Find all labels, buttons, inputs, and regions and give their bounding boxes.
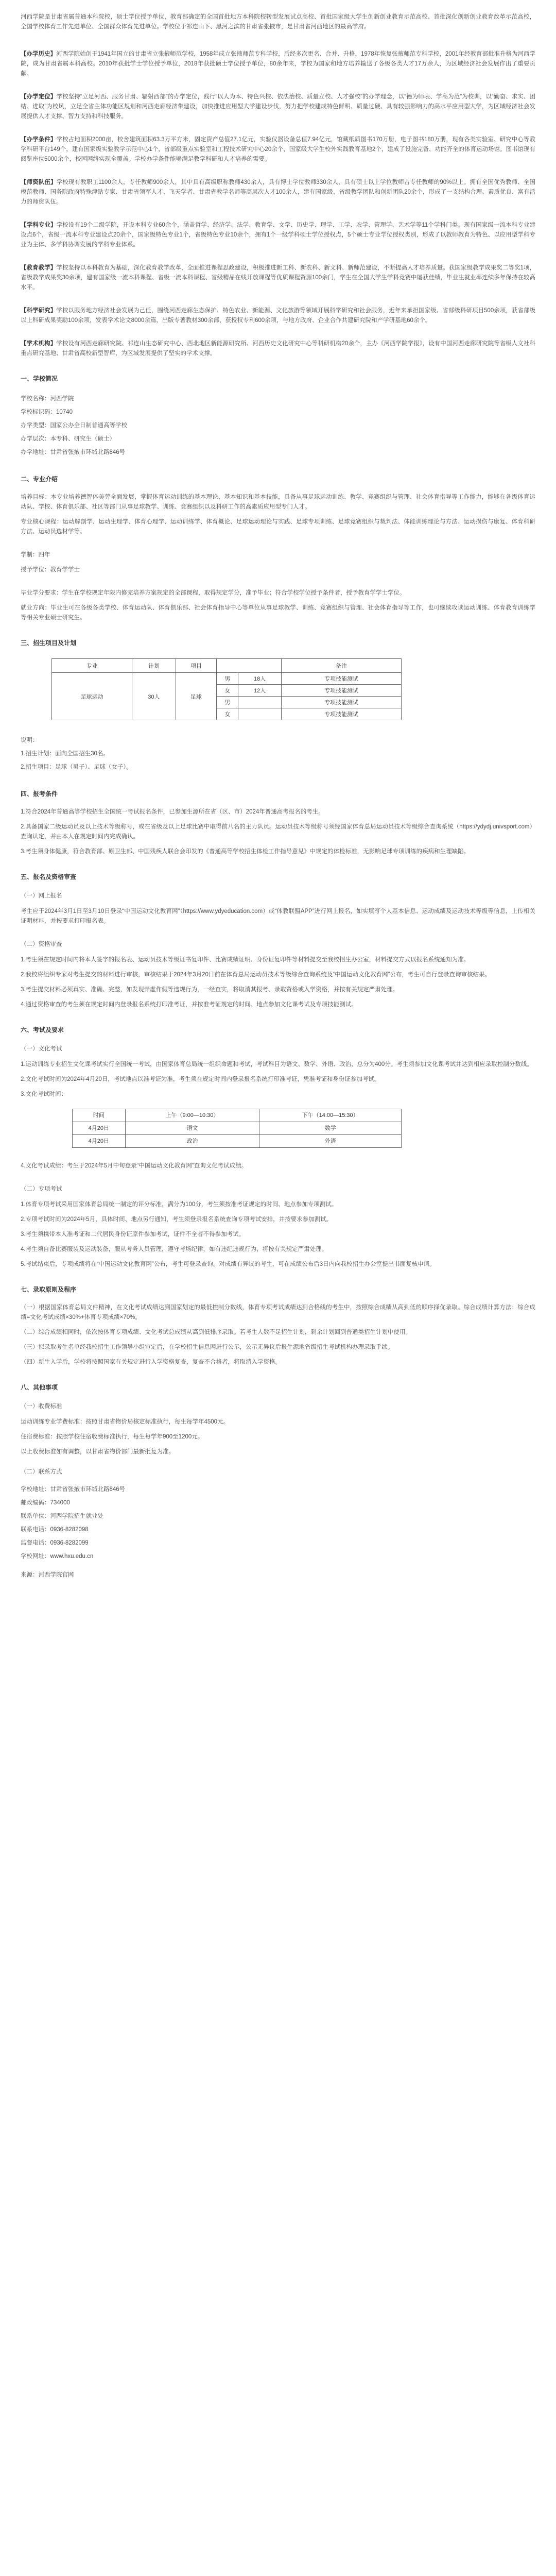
- eligibility-3: 3.考生须身体健康，符合教育部、原卫生部、中国残疾人联合会印发的《普通高等学校招生体检工作指导意见》中规定的体检标准，无影响足球专项训练的疾病和生理缺陷。: [21, 849, 470, 855]
- profile-history: [21, 49, 535, 79]
- eligibility-2: 2.具备国家二级运动员及以上技术等级称号，或在省级及以上足球比赛中取得前八名的主力队员。运动员技术等级称号须经国家体育总局运动员技术等级综合查询系统（https://ydydj.univsport.com）查询认定，并由本人在规定时间内完成确认。: [21, 824, 535, 840]
- section-title-school: 一、学校简况: [21, 375, 58, 382]
- source-line: 来源：河西学院官网: [21, 1572, 74, 1578]
- cell-plan: 30人: [132, 673, 176, 720]
- cell-afternoon: 数学: [259, 1122, 402, 1135]
- tag-label: 【办学条件】: [21, 137, 57, 143]
- review-3: 3.考生提交材料必须真实、准确、完整，如发现弄虚作假等违规行为，一经查实，将取消其报考、录取资格或入学资格，并按有关规定严肃处理。: [21, 987, 399, 993]
- school-type: 办学类型：国家公办全日制普通高等学校: [21, 422, 127, 429]
- table-row: [73, 1122, 402, 1135]
- contact-info: [21, 1483, 535, 1563]
- section-title-eligibility: 四、报考条件: [21, 790, 58, 798]
- review-1: 1.考生须在规定时间内将本人签字的报名表、运动员技术等级证书复印件、比赛成绩证明、身份证复印件等材料提交至我校招生办公室，材料提交方式以报名系统通知为准。: [21, 957, 470, 963]
- cell-count: [238, 708, 282, 720]
- school-name: 学校名称：河西学院: [21, 396, 74, 402]
- profile-section: [21, 49, 535, 359]
- body-text: 河西学院始创于1941年国立的甘肃省立张掖师范学校，1958年成立张掖师范专科学校，后经多次更名、合并、升格，1978年恢复张掖师范专科学校，2001年经教育部批准升格为河西学院，成为甘肃省属本科高校。2010年获批学士学位授予单位，2018年获批硕士学位授予单位，80余年来，学校为国家和地方培养输送了各级各类人才17万余人，为区域经济社会发展作出了重要贡献。: [21, 51, 536, 77]
- major-credit: 毕业学分要求：学生在学校规定年限内修完培养方案规定的全部课程，取得规定学分，准予毕业；符合学校学位授予条件者，授予教育学学士学位。: [21, 590, 406, 596]
- cell-note: 专项技能测试: [282, 708, 402, 720]
- skill-exam-5: 5.考试结束后，专项成绩将在“中国运动文化教育网”公布，考生可登录查询。对成绩有异议的考生，可在成绩公布后3日内向我校招生办公室提出书面复核申请。: [21, 1261, 436, 1267]
- profile-education: [21, 263, 535, 293]
- table-row: [73, 1135, 402, 1148]
- table-row: [52, 673, 402, 685]
- major-duration: 学制：四年: [21, 552, 50, 558]
- skill-exam-3: 3.考生须携带本人准考证和二代居民身份证原件参加考试，证件不全者不得参加考试。: [21, 1231, 245, 1238]
- fee-note: 以上收费标准如有调整，以甘肃省物价部门最新批复为准。: [21, 1449, 175, 1455]
- cell-date: 4月20日: [73, 1135, 126, 1148]
- table-header-row: [73, 1109, 402, 1122]
- tag-label: 【师资队伍】: [21, 179, 57, 185]
- culture-exam-3: 3.文化考试时间：: [21, 1091, 67, 1097]
- cell-morning: 政治: [125, 1135, 259, 1148]
- review-4: 4.通过资格审查的考生须在规定时间内登录报名系统打印准考证，并按准考证规定的时间、地点参加文化课考试及专项技能测试。: [21, 1002, 357, 1008]
- body-text: 学校占地面积2000亩，校舍建筑面积63.3万平方米，固定资产总值27.1亿元，实验仪器设备总值7.94亿元，馆藏纸质图书170万册，电子图书180万册，现有各类实验室、研究中心等教学科研平台149个，建有国家级实验教学示范中心1个，省部级重点实验室和工程技术研究中心20余个，国家级大学生校外实践教育基地2个，建成了设施完备、功能齐全的体育运动场馆。图书馆现有阅览座位5000余个，校园网络实现全覆盖。学校办学条件能够满足教学科研和人才培养的需要。: [21, 137, 535, 162]
- subsection-review: （二）资格审查: [21, 941, 62, 947]
- eligibility-1: 1.符合2024年普通高等学校招生全国统一考试报名条件，已参加生源所在省（区、市）2024年普通高考报名的考生。: [21, 809, 324, 815]
- plan-notes: [21, 734, 535, 774]
- tag-label: 【办学定位】: [21, 94, 57, 100]
- profile-disciplines: [21, 221, 535, 250]
- intro-paragraph: 河西学院是甘肃省属普通本科院校，硕士学位授予单位，教育部确定的全国首批地方本科院校转型发展试点高校、首批国家级大学生创新创业教育示范高校、首批深化创新创业教育改革示范高校，全国学校体育工作先进单位、全国群众体育先进单位。学校位于祁连山下、黑河之滨的甘肃省张掖市，是甘肃省河西地区的最高学府。: [21, 14, 535, 30]
- school-address: 办学地址：甘肃省张掖市环城北路846号: [21, 449, 126, 455]
- plan-note-2: 2.招生项目：足球（男子）、足球（女子）。: [21, 764, 132, 770]
- contact-phone: 联系电话：0936-8282098: [21, 1527, 89, 1533]
- body-text: 学校坚持“立足河西、服务甘肃、辐射西部”的办学定位，践行“以人为本、特色兴校、依法治校、质量立校、人才强校”的办学理念，以“德为师表、学高为范”为校训，以“勤奋、求实、团结、进取”为校风，立足全省主体功能区规划和河西走廊经济带建设，加快推进应用型大学建设步伐，努力把学校建成特色鲜明、质量过硬、具有较强影响力的高水平应用型大学，为区域经济社会发展提供人才支撑、智力支持和科技服务。: [21, 94, 535, 120]
- header-subgroup: [217, 659, 282, 673]
- profile-conditions: [21, 135, 535, 164]
- header-morning: 上午（9:00—10:30）: [125, 1109, 259, 1122]
- admission-3: （三）拟录取考生名单经我校招生工作领导小组审定后，在学校招生信息网进行公示，公示无异议后报生源地省级招生考试机构办理录取手续。: [21, 1344, 394, 1350]
- skill-exam-4: 4.考生须自备比赛服装及运动装备，服从考务人员管理，遵守考场纪律，如有违纪违规行为，将按有关规定严肃处理。: [21, 1246, 328, 1252]
- cell-count: 12人: [238, 685, 282, 697]
- header-note: 备注: [282, 659, 402, 673]
- section-title-other: 八、其他事项: [21, 1384, 58, 1391]
- school-info: [21, 392, 535, 459]
- admission-1: （一）根据国家体育总局文件精神，在文化考试成绩达到国家划定的最低控制分数线，体育专项考试成绩达到合格线的考生中，按照综合成绩从高到低的顺序择优录取。综合成绩计算方法：综合成绩=文化考试成绩×30%+体育专项成绩×70%。: [21, 1304, 535, 1320]
- section-title-registration: 五、报名及资格审查: [21, 873, 77, 880]
- section-title-plan: 三、招生项目及计划: [21, 639, 77, 647]
- tag-label: 【学术机构】: [21, 341, 57, 347]
- contact-website[interactable]: 学校网址：www.hxu.edu.cn: [21, 1553, 94, 1560]
- skill-exam-1: 1.体育专项考试采用国家体育总局统一制定的评分标准，满分为100分，考生须按准考证规定的时间、地点参加专项测试。: [21, 1201, 338, 1208]
- body-text: 学校设有19个二级学院，开设本科专业60余个，涵盖哲学、经济学、法学、教育学、文学、历史学、理学、工学、农学、管理学、艺术学等11个学科门类。现有国家级一流本科专业建设点6个，省级一流本科专业建设点20余个，国家级特色专业1个，省级特色专业10余个，拥有1个一级学科硕士学位授权点，5个硕士专业学位授权类别，形成了以教师教育为特色、以应用型学科专业为主体、多学科协调发展的学科专业体系。: [21, 222, 536, 248]
- contact-unit: 联系单位：河西学院招生就业处: [21, 1513, 103, 1519]
- subsection-online: （一）网上报名: [21, 893, 62, 899]
- cell-afternoon: 外语: [259, 1135, 402, 1148]
- cell-date: 4月20日: [73, 1122, 126, 1135]
- cell-project: 足球: [176, 673, 217, 720]
- cell-sub: 男: [217, 697, 238, 708]
- cell-sub: 男: [217, 673, 238, 685]
- admission-2: （二）综合成绩相同时，依次按体育专项成绩、文化考试总成绩从高到低排序录取。若考生人数不足招生计划，剩余计划回到普通类招生计划中使用。: [21, 1329, 411, 1335]
- tag-label: 【科学研究】: [21, 308, 57, 314]
- section-title-exam: 六、考试及要求: [21, 1026, 64, 1033]
- registration-online: 考生应于2024年3月1日至3月10日登录“中国运动文化教育网”（https://www.ydyeducation.com）或“体教联盟APP”进行网上报名，如实填写个人基本信息、运动成绩及运动技术等级等信息，上传相关证明材料，并按要求打印报名表。: [21, 908, 535, 924]
- body-text: 学校坚持以本科教育为基础，深化教育教学改革，全面推进课程思政建设，积极推进新工科、新农科、新文科、新师范建设，不断提高人才培养质量。获国家级教学成果奖二等奖1项，省级教学成果奖30余项，建有国家级一流本科课程、省级一流本科课程、省级精品在线开放课程等优质课程资源100余门，学生在全国大学生学科竞赛中屡获佳绩，毕业生就业率连续多年保持在较高水平。: [21, 265, 536, 291]
- cell-note: 专项技能测试: [282, 673, 402, 685]
- tag-label: 【教育教学】: [21, 265, 57, 271]
- major-degree: 授予学位：教育学学士: [21, 567, 80, 573]
- cell-sub: 女: [217, 685, 238, 697]
- header-time: 时间: [73, 1109, 126, 1122]
- culture-exam-4: 4.文化考试成绩：考生于2024年5月中旬登录“中国运动文化教育网”查询文化考试成绩。: [21, 1163, 248, 1169]
- review-2: 2.我校将组织专家对考生提交的材料进行审核，审核结果于2024年3月20日前在体育总局运动员技术等级综合查询系统及“中国运动文化教育网”公布，考生可自行登录查询审核结果。: [21, 972, 491, 978]
- plan-note-title: 说明：: [21, 737, 39, 743]
- cell-note: 专项技能测试: [282, 685, 402, 697]
- fee-tuition: 运动训练专业学费标准：按照甘肃省物价局核定标准执行，每生每学年4500元。: [21, 1419, 230, 1425]
- subsection-fees: （一）收费标准: [21, 1403, 62, 1410]
- cell-morning: 语文: [125, 1122, 259, 1135]
- subsection-skill-exam: （二）专项考试: [21, 1186, 62, 1192]
- cell-count: 18人: [238, 673, 282, 685]
- profile-positioning: [21, 92, 535, 122]
- table-header-row: [52, 659, 402, 673]
- cell-sub: 女: [217, 708, 238, 720]
- subsection-culture-exam: （一）文化考试: [21, 1046, 62, 1052]
- school-code: 学校标识码：10740: [21, 409, 73, 415]
- body-text: 学校现有教职工1100余人，专任教师900余人，其中具有高级职称教师430余人，具有博士学位教师330余人，具有硕士以上学位教师占专任教师的90%以上。拥有全国优秀教师、全国模范教师、国务院政府特殊津贴专家、甘肃省领军人才、飞天学者、甘肃省教学名师等高层次人才100余人，建有国家级、省级教学团队和创新团队20余个，形成了一支结构合理、素质优良、富有活力的师资队伍。: [21, 179, 535, 205]
- contact-address: 学校地址：甘肃省张掖市环城北路846号: [21, 1486, 126, 1493]
- plan-note-1: 1.招生计划：面向全国招生30名。: [21, 751, 109, 757]
- body-text: 学校设有河西走廊研究院、祁连山生态研究中心、西北地区新能源研究所、河西历史文化研究中心等科研机构20余个，主办《河西学院学报》，设有中国河西走廊研究院等省级人文社科重点研究基地、甘肃省高校新型智库，为区域发展提供了坚实的学术支撑。: [21, 341, 535, 357]
- tag-label: 【办学历史】: [21, 51, 57, 57]
- major-career: 就业方向：毕业生可在各级各类学校、体育运动队、体育俱乐部、社会体育指导中心等单位从事足球教学、训练、竞赛组织与管理、社会体育指导等工作，也可继续攻读运动训练、体育教育训练学等相关专业硕士研究生。: [21, 605, 535, 621]
- header-afternoon: 下午（14:00—15:30）: [259, 1109, 402, 1122]
- header-project: 项目: [176, 659, 217, 673]
- header-major: 专业: [52, 659, 132, 673]
- exam-schedule-table: [72, 1109, 402, 1148]
- enrollment-plan-table: [51, 658, 402, 720]
- cell-note: 专项技能测试: [282, 697, 402, 708]
- major-courses: 专业核心课程：运动解剖学、运动生理学、体育心理学、运动训练学、体育概论、足球运动理论与实践、足球专项训练、足球竞赛组织与裁判法、体能训练理论与方法、运动损伤与康复、体育科研方法、运动员选材学等。: [21, 519, 535, 535]
- admission-4: （四）新生入学后，学校将按照国家有关规定进行入学资格复查，复查不合格者，将取消入学资格。: [21, 1359, 281, 1365]
- cell-major: 足球运动: [52, 673, 132, 720]
- tag-label: 【学科专业】: [21, 222, 57, 228]
- contact-supervision-phone: 监督电话：0936-8282099: [21, 1540, 89, 1546]
- profile-research: [21, 306, 535, 326]
- subsection-contact: （二）联系方式: [21, 1469, 62, 1475]
- culture-exam-2: 2.文化考试时间为2024年4月20日，考试地点以准考证为准，考生须在规定时间内登录报名系统打印准考证，凭准考证和身份证参加考试。: [21, 1076, 380, 1082]
- section-title-major: 二、专业介绍: [21, 476, 58, 483]
- culture-exam-1: 1.运动训练专业招生文化课考试实行全国统一考试，由国家体育总局统一组织命题和考试，考试科目为语文、数学、外语、政治，总分为400分。考生须参加文化课考试并达到相应录取控制分数线。: [21, 1061, 533, 1067]
- section-title-admission: 七、录取原则及程序: [21, 1286, 77, 1293]
- major-goal: 培养目标：本专业培养德智体美劳全面发展，掌握体育运动训练的基本理论、基本知识和基本技能，具备从事足球运动训练、教学、竞赛组织与管理、社会体育指导等工作能力，能够在各级体育运动队、学校、体育俱乐部、社区等部门从事足球教学、训练、竞赛组织以及科研工作的高素质应用型专门人才。: [21, 494, 535, 510]
- header-plan: 计划: [132, 659, 176, 673]
- skill-exam-2: 2.专项考试时间为2024年5月，具体时间、地点另行通知，考生须登录报名系统查询专项考试安排，并按要求参加测试。: [21, 1216, 333, 1223]
- body-text: 学校以服务地方经济社会发展为己任，围绕河西走廊生态保护、特色农业、新能源、文化旅游等领域开展科学研究和社会服务，近年来承担国家级、省部级科研项目500余项，获省部级以上科研成果奖励100余项，发表学术论文8000余篇，出版专著教材300余部，获授权专利600余项，与地方政府、企业合作共建研究院和产学研基地60余个。: [21, 308, 535, 324]
- school-level: 办学层次：本专科、研究生（硕士）: [21, 436, 115, 442]
- cell-count: [238, 697, 282, 708]
- profile-faculty: [21, 178, 535, 207]
- profile-academic: [21, 339, 535, 359]
- fee-housing: 住宿费标准：按照学校住宿收费标准执行，每生每学年900至1200元。: [21, 1434, 204, 1440]
- contact-postcode: 邮政编码：734000: [21, 1500, 70, 1506]
